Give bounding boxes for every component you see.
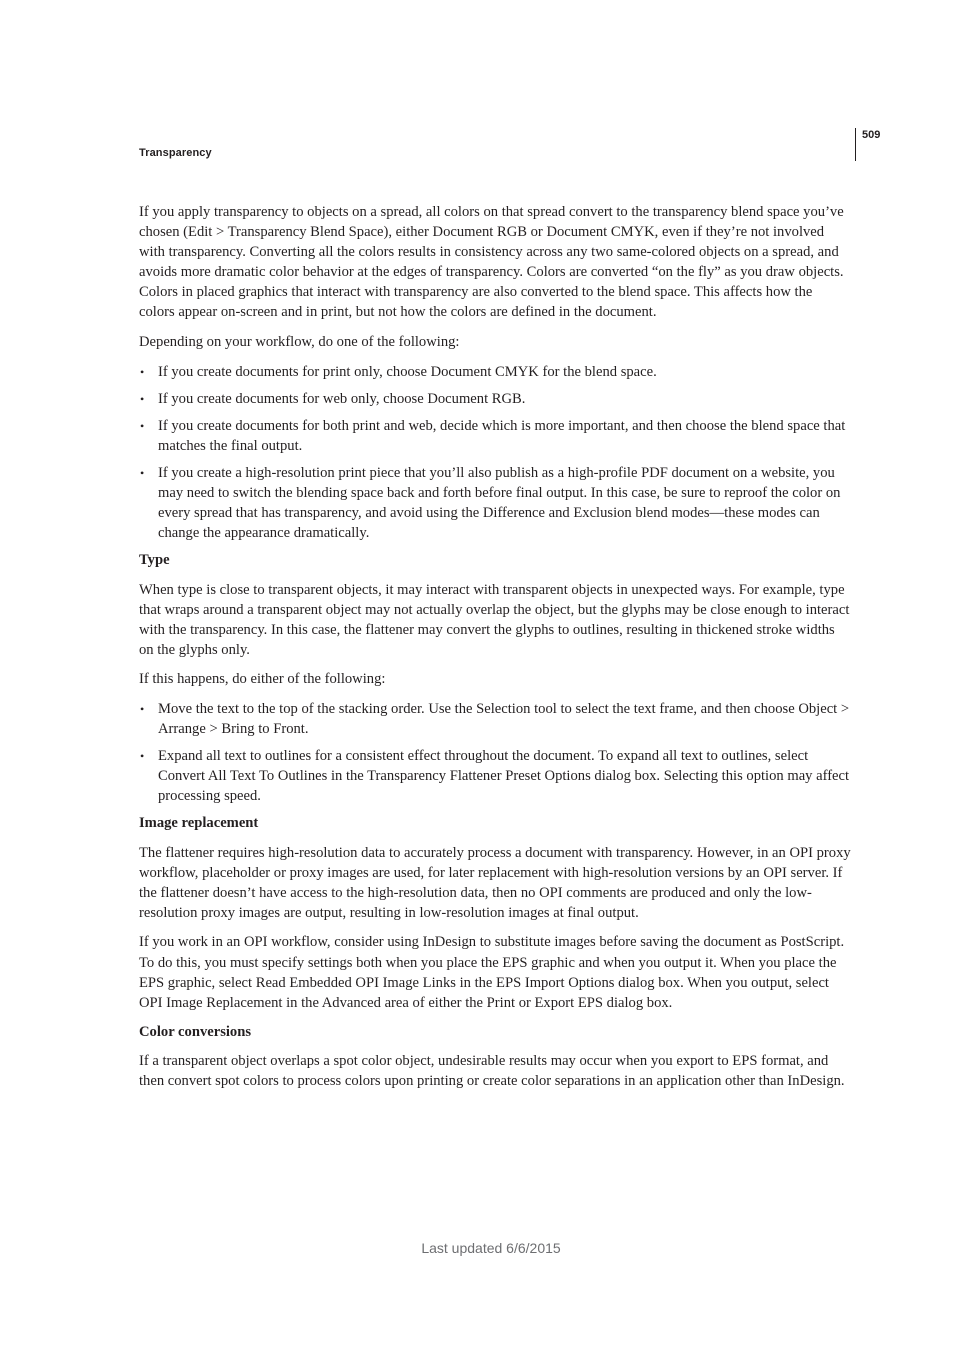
- bullet-icon: •: [140, 418, 145, 433]
- heading-image-replacement: Image replacement: [139, 815, 259, 832]
- bullet-icon: •: [140, 391, 145, 406]
- heading-color-conversions: Color conversions: [139, 1024, 252, 1041]
- bullet-icon: •: [140, 701, 145, 716]
- page-number: 509: [862, 129, 881, 141]
- workflow-options-list: [139, 362, 851, 544]
- paragraph-type: When type is close to transparent objects, it may interact with transparent objects in unexpected ways. For example, type that wraps around a transparent object may not actually overlap the object, but the glyphs may be close enough to interact with the transparency. In this case, the flattener may convert the glyphs to outlines, resulting in thickened stroke widths on the glyphs only.: [139, 581, 850, 658]
- bullet-icon: •: [140, 466, 145, 481]
- list-item: • If you create documents for both print and web, decide which is more important, and then choose the blend space that matches the final output.: [140, 417, 846, 454]
- paragraph-opi-workflow: If you work in an OPI workflow, consider using InDesign to substitute images before saving the document as PostScript. To do this, you must specify settings both when you place the EPS graphic and when you output it. When you place the EPS graphic, select Read Embedded OPI Image Links in the EPS Import Options dialog box. When you output, select OPI Image Replacement in the Advanced area of either the Print or Export EPS dialog box.: [139, 934, 845, 1011]
- page-number-rule: [855, 128, 856, 161]
- paragraph-type-options-intro: If this happens, do either of the following:: [139, 671, 386, 688]
- last-updated: Last updated 6/6/2015: [421, 1240, 561, 1256]
- footer: [0, 1240, 954, 1256]
- paragraph-color-conversions: If a transparent object overlaps a spot color object, undesirable results may occur when you export to EPS format, and then convert spot colors to process colors upon printing or create color separations in an application other than InDesign.: [139, 1053, 845, 1090]
- section-title: Transparency: [139, 147, 212, 159]
- heading-type: Type: [139, 552, 170, 569]
- list-item: • If you create a high-resolution print piece that you’ll also publish as a high-profile PDF document on a website, you may need to switch the blending space back and forth before final output. In this case, be sure to reproof the color on every spread that has transparency, and avoid using the Difference and Exclusion blend modes—these modes can change the appearance dramatically.: [140, 465, 841, 542]
- body-content: [139, 202, 851, 1101]
- list-item: • Expand all text to outlines for a consistent effect throughout the document. To expand all text to outlines, select Convert All Text To Outlines in the Transparency Flattener Preset Options dialog box. Selecting this option may affect processing speed.: [140, 748, 850, 805]
- paragraph-blend-space: If you apply transparency to objects on a spread, all colors on that spread convert to the transparency blend space you’ve chosen (Edit > Transparency Blend Space), either Document RGB or Document CMYK, even if they’re not involved with transparency. Converting all the colors results in consistency across any two same-colored objects on a spread, and avoids more dramatic color behavior at the edges of transparency. Colors are converted “on the fly” as you draw objects. Colors in placed graphics that interact with transparency are also converted to the blend space. This affects how the colors appear on-screen and in print, but not how the colors are defined in the document.: [139, 204, 844, 321]
- type-options-list: [139, 699, 851, 806]
- paragraph-image-replacement: The flattener requires high-resolution data to accurately process a document with transparency. However, in an OPI proxy workflow, placeholder or proxy images are used, for later replacement with high-resolution versions by an OPI server. If the flattener doesn’t have access to the high-resolution data, then no OPI comments are produced and only the low-resolution proxy images are output, resulting in low-resolution images at final output.: [139, 844, 851, 921]
- list-item: • If you create documents for print only, choose Document CMYK for the blend space.: [139, 362, 851, 382]
- paragraph-workflow-intro: Depending on your workflow, do one of the following:: [139, 334, 460, 351]
- bullet-icon: •: [140, 749, 145, 764]
- bullet-icon: •: [140, 364, 145, 379]
- list-item: • If you create documents for web only, choose Document RGB.: [139, 389, 851, 409]
- list-item: • Move the text to the top of the stacking order. Use the Selection tool to select the text frame, and then choose Object > Arrange > Bring to Front.: [140, 700, 850, 738]
